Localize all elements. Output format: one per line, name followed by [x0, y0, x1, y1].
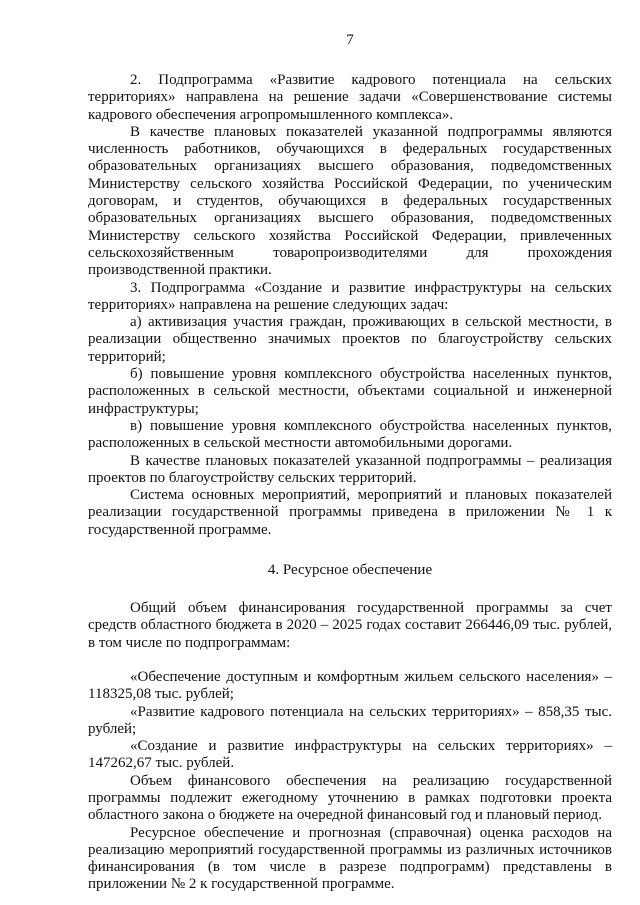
- section-resources: [88, 600, 612, 894]
- page-number: 7: [346, 32, 354, 48]
- paragraph-subprogram-2-indicators: В качестве плановых показателей указанной подпрограммы являются численность работников, обучающихся в федеральных государственных образовательных организациях высшего образования, подведомственных Министерству сельского хозяйства Российской Федерации, по ученическим договорам, и студентов, обучающихся в федеральных государственных образовательных организациях высшего образования, подведомственных Министерству сельского хозяйства Российской Федерации, привлеченных сельскохозяйственным товаропроизводителями для прохождения производственной практики.: [88, 123, 612, 279]
- paragraph-task-a: а) активизация участия граждан, проживающих в сельской местности, в реализации общественно значимых проектов по благоустройству сельских территорий;: [88, 314, 612, 365]
- section-heading-resources: 4. Ресурсное обеспечение: [267, 562, 433, 579]
- paragraph-task-b: б) повышение уровня комплексного обустройства населенных пунктов, расположенных в сельской местности, объектами социальной и инженерной инфраструктуры;: [88, 366, 612, 417]
- paragraph-subprogram-3: 3. Подпрограмма «Создание и развитие инфраструктуры на сельских территориях» направлена на решение следующих задач:: [88, 279, 612, 313]
- paragraph-subprogram-3-indicators: В качестве плановых показателей указанной подпрограммы – реализация проектов по благоустройству сельских территорий.: [88, 452, 612, 486]
- paragraph-funding-adjustment: Объем финансового обеспечения на реализацию государственной программы подлежит ежегодному уточнению в рамках подготовки проекта областного закона о бюджете на очередной финансовый год и плановый период.: [88, 772, 612, 824]
- section-goals: [88, 72, 612, 539]
- paragraph-total-funding: Общий объем финансирования государственной программы за счет средств областного бюджета в 2020 – 2025 годах составит 266446,09 тыс. рублей, в том числе по подпрограммам:: [88, 600, 612, 651]
- paragraph-funding-housing: «Обеспечение доступным и комфортным жильем сельского населения» – 118325,08 тыс. рублей;: [88, 668, 612, 703]
- document-page: [88, 30, 612, 894]
- paragraph-subprogram-2: 2. Подпрограмма «Развитие кадрового потенциала на сельских территориях» направлена на решение задачи «Совершенствование системы кадрового обеспечения агропромышленного комплекса».: [88, 72, 612, 123]
- paragraph-funding-infrastructure: «Создание и развитие инфраструктуры на сельских территориях» – 147262,67 тыс. рублей.: [88, 738, 612, 772]
- paragraph-funding-personnel: «Развитие кадрового потенциала на сельских территориях» – 858,35 тыс. рублей;: [88, 703, 612, 737]
- paragraph-resource-estimate: Ресурсное обеспечение и прогнозная (справочная) оценка расходов на реализацию мероприятий государственной программы из различных источников финансирования (в том числе в разрезе подпрограмм) представлены в приложении № 2 к государственной программе.: [88, 824, 612, 893]
- paragraph-task-v: в) повышение уровня комплексного обустройства населенных пунктов, расположенных в сельской местности автомобильными дорогами.: [88, 417, 612, 452]
- paragraph-system-of-measures: Система основных мероприятий, мероприятий и плановых показателей реализации государственной программы приведена в приложении № 1 к государственной программе.: [88, 487, 612, 538]
